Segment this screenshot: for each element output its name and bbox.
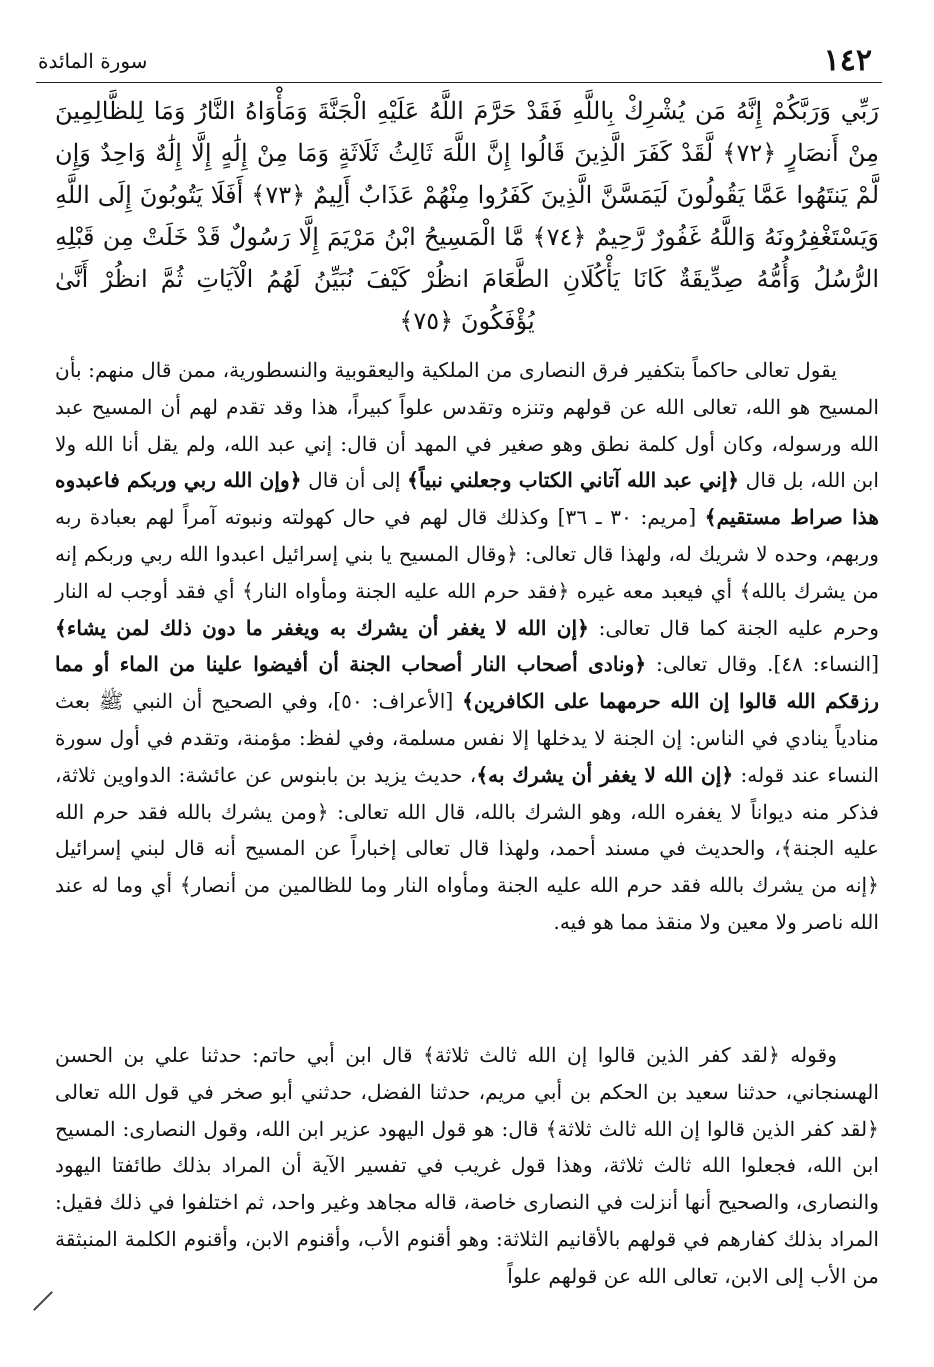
text-segment: ، حديث يزيد بن بابنوس عن عائشة: الدواوين ثلاثة، فذكر منه ديواناً لا يغفره الله، وهو الشرك بالله، قال الله تعالى: ﴿ومن يشرك بالله فقد حرم الله عليه الجنة﴾، والحديث في مسند أحمد، ولهذا قال تعالى إخباراً عن المسيح أنه قال لبني إسرائيل ﴿إنه من يشرك بالله فقد حرم الله عليه الجنة ومأواه النار وما للظالمين من أنصار﴾ أي وما له عند الله ناصر ولا معين ولا منقذ مما هو فيه. bbox=[55, 762, 879, 934]
page-corner-mark bbox=[33, 1291, 53, 1311]
verse-quote: ﴿ونادى أصحاب النار أصحاب الجنة أن أفيضوا علينا من الماء أو مما رزقكم الله قالوا إن الله حرمهما على الكافرين﴾ bbox=[55, 652, 880, 714]
tafsir-paragraph-1 bbox=[55, 352, 879, 941]
verse-quote: ﴿إن الله لا يغفر أن يشرك به ويغفر ما دون ذلك لمن يشاء﴾ bbox=[55, 615, 589, 640]
text-segment: [النساء: ٤٨]. وقال تعالى: bbox=[646, 652, 879, 677]
verse-quote: ﴿وإن الله ربي وربكم فاعبدوه هذا صراط مستقيم﴾ bbox=[55, 468, 879, 530]
verse-quote: ﴿إني عبد الله آتاني الكتاب وجعلني نبياً﴾ bbox=[407, 468, 740, 493]
header-divider bbox=[36, 82, 882, 83]
text-segment: إلى أن قال bbox=[301, 468, 408, 493]
text-segment: وقوله ﴿لقد كفر الذين قالوا إن الله ثالث ثلاثة﴾ قال ابن أبي حاتم: حدثنا علي بن الحسن الهسنجاني، حدثنا سعيد بن الحكم بن أبي مريم، حدثنا الفضل، حدثني أبو صخر في قول الله تعالى ﴿لقد كفر الذين قالوا إن الله ثالث ثلاثة﴾ قال: هو قول اليهود عزير ابن الله، وقول النصارى: المسيح ابن الله، فجعلوا الله ثالث ثلاثة، وهذا قول غريب في تفسير الآية أن المراد بذلك طائفتا اليهود والنصارى، والصحيح أنها أنزلت في النصارى خاصة، قاله مجاهد وغير واحد، ثم اختلفوا في ذلك فقيل: المراد بذلك كفارهم في قولهم بالأقانيم الثلاثة: وهو أقنوم الأب، وأقنوم الابن، وأقنوم الكلمة المنبثقة من الأب إلى الابن، تعالى الله عن قولهم علواً bbox=[55, 1043, 879, 1288]
surah-title: سورة المائدة bbox=[38, 49, 148, 73]
text-segment: [مريم: ٣٠ ـ ٣٦] وكذلك قال لهم في حال كهولته ونبوته آمراً لهم بعبادة ربه وربهم، وحده لا شريك له، ولهذا قال تعالى: ﴿وقال المسيح يا بني إسرائيل اعبدوا الله ربي وربكم إنه من يشرك بالله﴾ أي فيعبد معه غيره ﴿فقد حرم الله عليه الجنة ومأواه النار﴾ أي فقد أوجب له النار وحرم عليه الجنة كما قال تعالى: bbox=[55, 505, 880, 640]
page-number: ١٤٢ bbox=[823, 43, 872, 78]
quran-verses-block: رَبِّي وَرَبَّكُمْ إِنَّهُ مَن يُشْرِكْ بِاللَّهِ فَقَدْ حَرَّمَ اللَّهُ عَلَيْهِ الْجَنَّةَ وَمَأْوَاهُ النَّارُ وَمَا لِلظَّالِمِينَ مِنْ أَنصَارٍ ﴿٧٢﴾ لَّقَدْ كَفَرَ الَّذِينَ قَالُوا إِنَّ اللَّهَ ثَالِثُ ثَلَاثَةٍ وَمَا مِنْ إِلَٰهٍ إِلَّا إِلَٰهٌ وَاحِدٌ وَإِن لَّمْ يَنتَهُوا عَمَّا يَقُولُونَ لَيَمَسَّنَّ الَّذِينَ كَفَرُوا مِنْهُمْ عَذَابٌ أَلِيمٌ ﴿٧٣﴾ أَفَلَا يَتُوبُونَ إِلَى اللَّهِ وَيَسْتَغْفِرُونَهُ وَاللَّهُ غَفُورٌ رَّحِيمٌ ﴿٧٤﴾ مَّا الْمَسِيحُ ابْنُ مَرْيَمَ إِلَّا رَسُولٌ قَدْ خَلَتْ مِن قَبْلِهِ الرُّسُلُ وَأُمُّهُ صِدِّيقَةٌ كَانَا يَأْكُلَانِ الطَّعَامَ انظُرْ كَيْفَ نُبَيِّنُ لَهُمُ الْآيَاتِ ثُمَّ انظُرْ أَنَّىٰ يُؤْفَكُونَ ﴿٧٥﴾ bbox=[55, 97, 880, 335]
verse-quote: ﴿إن الله لا يغفر أن يشرك به﴾ bbox=[476, 762, 734, 787]
tafsir-paragraph-2 bbox=[55, 1037, 879, 1295]
text-segment: يقول تعالى حاكماً بتكفير فرق النصارى من الملكية واليعقوبية والنسطورية، ممن قال منهم: بأن المسيح هو الله، تعالى الله عن قولهم وتنزه وتقدس علواً كبيراً، هذا وقد تقدم لهم أن المسيح عبد الله ورسوله، وكان أول كلمة نطق وهو صغير في المهد أن قال: إني عبد الله، ولم يقل أنا الله ولا ابن الله، بل قال bbox=[55, 358, 879, 493]
text-segment: [الأعراف: ٥٠]، وفي الصحيح أن النبي ﷺ بعث منادياً ينادي في الناس: إن الجنة لا يدخلها إلا نفس مسلمة، وفي لفظ: مؤمنة، وتقدم في أول سورة النساء عند قوله: bbox=[55, 689, 879, 787]
